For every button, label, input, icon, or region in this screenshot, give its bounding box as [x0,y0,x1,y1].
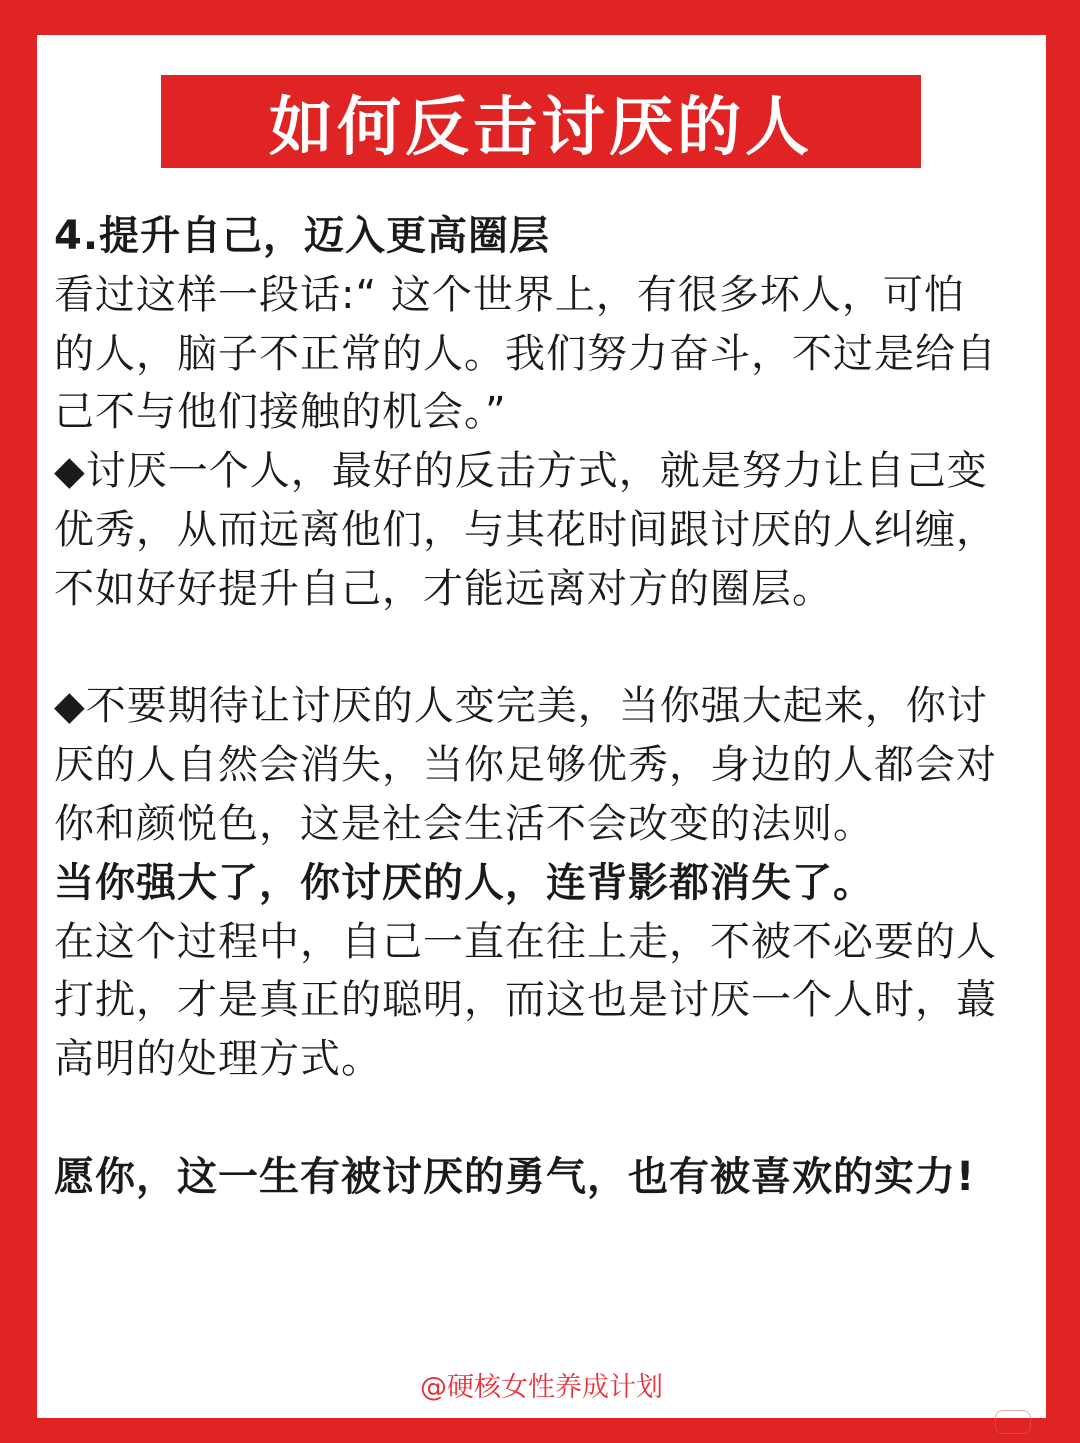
watermark-logo [995,1410,1031,1434]
paragraph-line: 厌的人自然会消失，当你足够优秀，身边的人都会对 [54,742,997,789]
paragraph-line: ◆不要期待让讨厌的人变完美，当你强大起来，你讨 [54,683,988,730]
article-body [54,207,1039,1207]
closing-line: 愿你，这一生有被讨厌的勇气，也有被喜欢的实力! [54,1153,976,1200]
paragraph-line: 优秀，从而远离他们，与其花时间跟讨厌的人纠缠， [54,506,997,553]
article-card [37,35,1046,1418]
paragraph-line: 高明的处理方式。 [54,1036,382,1083]
paragraph-line: 你和颜悦色，这是社会生活不会改变的法则。 [54,800,874,847]
emphasis-line: 当你强大了，你讨厌的人，连背影都消失了。 [54,859,874,906]
author-handle: @硬核女性养成计划 [420,1372,663,1403]
paragraph-line: 看过这样一段话:“ 这个世界上，有很多坏人，可怕 [54,271,965,318]
paragraph-spacer [54,1089,1039,1148]
section-heading: 4.提升自己，迈入更高圈层 [54,213,551,259]
paragraph-line: 的人，脑子不正常的人。我们努力奋斗，不过是给自 [54,330,997,377]
paragraph-line: 在这个过程中，自己一直在往上走，不被不必要的人 [54,918,997,965]
paragraph-line: ◆讨厌一个人，最好的反击方式，就是努力让自己变 [54,448,988,495]
title-banner [161,75,921,168]
paragraph-line: 己不与他们接触的机会。” [54,389,507,436]
paragraph-line: 打扰，才是真正的聪明，而这也是讨厌一个人时，蕞 [54,977,997,1024]
paragraph-spacer [54,619,1039,678]
page-title: 如何反击讨厌的人 [269,90,813,165]
paragraph-line: 不如好好提升自己，才能远离对方的圈层。 [54,565,833,612]
